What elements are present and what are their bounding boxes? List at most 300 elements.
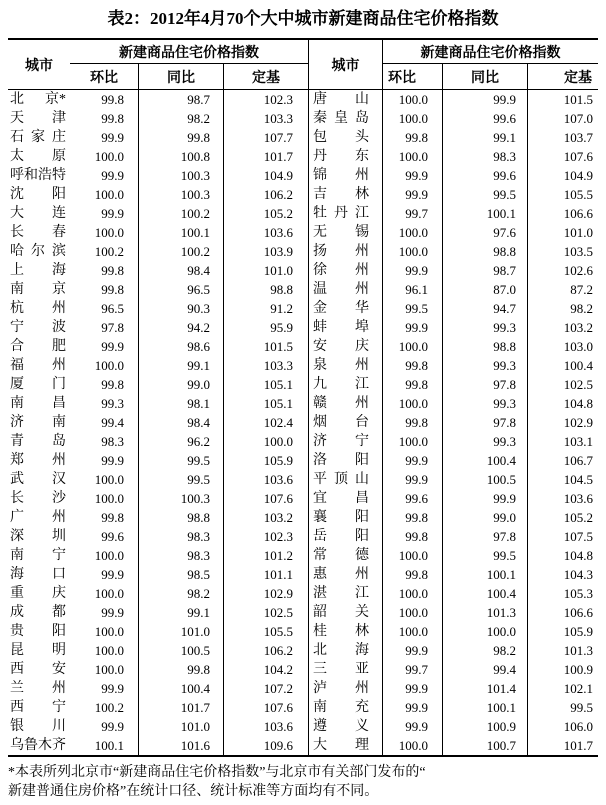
yoy-value: 94.7	[442, 299, 527, 318]
mom-value: 96.1	[405, 282, 428, 297]
city-char: 泸	[313, 681, 327, 696]
table-row	[8, 660, 598, 679]
city-char: 太	[10, 149, 24, 164]
city-char: 阳	[355, 529, 369, 544]
yoy-value: 100.9	[442, 717, 527, 736]
mom-value: 99.9	[101, 130, 124, 145]
city-char: 岛	[355, 111, 369, 126]
mom-value: 99.9	[101, 339, 124, 354]
city-char: 宜	[313, 491, 327, 506]
mom-value: 100.0	[94, 472, 124, 487]
base-value: 101.7	[223, 147, 308, 166]
city-char: 春	[52, 225, 66, 240]
yoy-value: 98.6	[138, 337, 223, 356]
city-cell	[8, 261, 70, 280]
city-char: 厦	[10, 377, 24, 392]
header-city-right: 城市	[308, 40, 383, 89]
city-cell	[308, 584, 383, 603]
city-cell	[308, 337, 383, 356]
city-name	[313, 489, 369, 508]
base-value: 102.9	[223, 584, 308, 603]
city-cell	[308, 622, 383, 641]
city-name	[10, 280, 66, 299]
city-cell	[8, 90, 70, 109]
table-row	[8, 242, 598, 261]
table-row	[8, 280, 598, 299]
city-name	[313, 318, 369, 337]
yoy-value: 97.8	[442, 527, 527, 546]
city-cell	[308, 508, 383, 527]
city-cell	[308, 679, 383, 698]
base-value: 107.0	[527, 109, 598, 128]
mom-value: 99.7	[405, 206, 428, 221]
city-name	[10, 261, 66, 280]
mom-value: 100.0	[94, 643, 124, 658]
city-name	[10, 147, 66, 166]
yoy-value: 100.1	[442, 565, 527, 584]
yoy-value: 101.3	[442, 603, 527, 622]
city-char: 杭	[10, 301, 24, 316]
yoy-value: 100.4	[442, 584, 527, 603]
mom-value: 99.8	[405, 567, 428, 582]
city-name	[313, 660, 369, 679]
city-cell	[8, 698, 70, 717]
table-row	[8, 698, 598, 717]
city-char: 湛	[313, 586, 327, 601]
table-row	[8, 736, 598, 755]
base-value: 105.9	[527, 622, 598, 641]
city-char: 家	[31, 130, 45, 145]
mom-value: 99.9	[101, 681, 124, 696]
mom-value: 100.0	[398, 434, 428, 449]
base-value: 109.6	[223, 736, 308, 755]
city-cell	[8, 413, 70, 432]
base-value: 105.5	[527, 185, 598, 204]
city-char: 韶	[313, 605, 327, 620]
mom-value: 99.8	[405, 130, 428, 145]
city-name	[10, 90, 66, 109]
city-char: 烟	[313, 415, 327, 430]
city-char: 三	[313, 662, 327, 677]
city-cell	[8, 185, 70, 204]
city-cell	[8, 204, 70, 223]
city-cell	[8, 166, 70, 185]
mom-value: 100.0	[398, 225, 428, 240]
table-row	[8, 375, 598, 394]
city-name	[313, 223, 369, 242]
yoy-value: 101.6	[138, 736, 223, 755]
table-row	[8, 641, 598, 660]
yoy-value: 99.1	[442, 128, 527, 147]
mom-value: 100.2	[94, 700, 124, 715]
yoy-value: 100.3	[138, 185, 223, 204]
yoy-value: 99.3	[442, 356, 527, 375]
city-char: 成	[10, 605, 24, 620]
header-index-group-left: 新建商品住宅价格指数	[70, 40, 308, 64]
mom-value: 99.8	[101, 263, 124, 278]
yoy-value: 98.8	[442, 337, 527, 356]
city-cell	[308, 527, 383, 546]
city-char: 武	[10, 472, 24, 487]
yoy-value: 96.5	[138, 280, 223, 299]
city-char: 齐	[52, 738, 66, 753]
city-cell	[8, 546, 70, 565]
city-cell	[308, 299, 383, 318]
city-name	[313, 679, 369, 698]
city-name	[10, 318, 66, 337]
city-cell	[308, 660, 383, 679]
city-cell	[308, 470, 383, 489]
city-cell	[308, 261, 383, 280]
yoy-value: 101.0	[138, 622, 223, 641]
city-name	[10, 432, 66, 451]
base-value: 106.2	[223, 185, 308, 204]
city-name	[10, 185, 66, 204]
city-char: 宁	[355, 434, 369, 449]
city-name	[10, 204, 66, 223]
city-char: 明	[52, 643, 66, 658]
mom-value: 97.8	[101, 320, 124, 335]
city-cell	[8, 242, 70, 261]
city-char: 长	[10, 225, 24, 240]
yoy-value: 97.8	[442, 413, 527, 432]
city-name	[10, 603, 66, 622]
city-char: 襄	[313, 510, 327, 525]
city-char: 津	[52, 111, 66, 126]
page-title: 表2：2012年4月70个大中城市新建商品住宅价格指数	[107, 9, 499, 28]
city-char: 庆	[52, 586, 66, 601]
city-cell	[308, 413, 383, 432]
city-char: 州	[52, 358, 66, 373]
yoy-value: 99.6	[442, 166, 527, 185]
mom-value: 100.1	[94, 738, 124, 753]
city-char: 大	[10, 206, 24, 221]
city-char: 圳	[52, 529, 66, 544]
base-value: 106.0	[527, 717, 598, 736]
table-row	[8, 204, 598, 223]
city-char: 北	[10, 92, 24, 107]
base-value: 105.1	[223, 375, 308, 394]
city-name	[10, 546, 66, 565]
yoy-value: 99.5	[138, 470, 223, 489]
city-name	[10, 109, 66, 128]
mom-value: 100.0	[398, 624, 428, 639]
city-char: 广	[10, 510, 24, 525]
city-name	[10, 337, 66, 356]
city-char: 九	[313, 377, 327, 392]
base-value: 107.6	[527, 147, 598, 166]
city-cell	[8, 375, 70, 394]
city-name	[313, 185, 369, 204]
mom-value: 100.0	[398, 244, 428, 259]
base-value: 107.2	[223, 679, 308, 698]
mom-value: 100.0	[398, 339, 428, 354]
yoy-value: 99.1	[138, 603, 223, 622]
city-cell	[8, 527, 70, 546]
yoy-value: 100.2	[138, 204, 223, 223]
city-name	[10, 242, 66, 261]
city-char: 银	[10, 719, 24, 734]
city-cell	[8, 337, 70, 356]
city-cell	[308, 223, 383, 242]
city-cell	[308, 356, 383, 375]
city-char: 包	[313, 130, 327, 145]
base-value: 107.5	[527, 527, 598, 546]
city-char: 门	[52, 377, 66, 392]
base-value: 105.9	[223, 451, 308, 470]
base-value: 105.1	[223, 394, 308, 413]
city-char: 海	[52, 263, 66, 278]
mom-value: 100.0	[94, 187, 124, 202]
mom-value: 99.9	[405, 472, 428, 487]
city-char: 州	[355, 681, 369, 696]
mom-value: 100.0	[94, 548, 124, 563]
yoy-value: 100.1	[138, 223, 223, 242]
city-cell	[8, 489, 70, 508]
header-base-right: 定基	[527, 64, 598, 89]
table-row	[8, 622, 598, 641]
base-value: 106.6	[527, 603, 598, 622]
city-char: 江	[355, 206, 369, 221]
city-cell	[8, 432, 70, 451]
yoy-value: 99.8	[138, 660, 223, 679]
city-char: 唐	[313, 92, 327, 107]
base-value: 102.5	[527, 375, 598, 394]
city-char: 惠	[313, 567, 327, 582]
city-char: 理	[355, 738, 369, 753]
city-name	[10, 698, 66, 717]
city-char: 林	[355, 624, 369, 639]
base-value: 100.4	[527, 356, 598, 375]
city-char: 安	[313, 339, 327, 354]
city-char: 桂	[313, 624, 327, 639]
city-char: 郑	[10, 453, 24, 468]
city-char: 重	[10, 586, 24, 601]
yoy-value: 98.2	[138, 109, 223, 128]
yoy-value: 98.7	[442, 261, 527, 280]
city-char: 西	[10, 700, 24, 715]
city-name	[10, 394, 66, 413]
table-row	[8, 527, 598, 546]
city-char: 合	[10, 339, 24, 354]
city-cell	[308, 641, 383, 660]
city-char: 京*	[45, 92, 66, 107]
yoy-value: 99.3	[442, 318, 527, 337]
city-char: 南	[10, 396, 24, 411]
city-char: 南	[52, 415, 66, 430]
city-char: 州	[52, 301, 66, 316]
city-name	[10, 565, 66, 584]
yoy-value: 97.8	[442, 375, 527, 394]
city-char: 沈	[10, 187, 24, 202]
city-char: 济	[10, 415, 24, 430]
base-value: 103.3	[223, 109, 308, 128]
mom-value: 99.8	[405, 510, 428, 525]
city-name	[313, 356, 369, 375]
city-name	[313, 242, 369, 261]
mom-value: 96.5	[101, 301, 124, 316]
city-char: 岳	[313, 529, 327, 544]
city-char: 特	[52, 168, 66, 183]
city-cell	[308, 736, 383, 755]
yoy-value: 100.4	[442, 451, 527, 470]
city-char: 扬	[313, 244, 327, 259]
city-char: 平	[313, 472, 327, 487]
city-char: 顶	[334, 472, 348, 487]
yoy-value: 98.7	[138, 90, 223, 109]
table-row	[8, 413, 598, 432]
city-char: 州	[355, 567, 369, 582]
city-cell	[308, 565, 383, 584]
city-char: 锦	[313, 168, 327, 183]
city-name	[10, 413, 66, 432]
yoy-value: 99.6	[442, 109, 527, 128]
city-cell	[308, 546, 383, 565]
base-value: 101.7	[527, 736, 598, 755]
header-yoy-left: 同比	[138, 64, 223, 89]
base-value: 102.1	[527, 679, 598, 698]
base-value: 101.2	[223, 546, 308, 565]
city-char: 南	[10, 548, 24, 563]
city-name	[313, 204, 369, 223]
base-value: 105.2	[223, 204, 308, 223]
mom-value: 99.8	[405, 358, 428, 373]
city-char: 阳	[355, 453, 369, 468]
city-char: 呼	[10, 168, 24, 183]
base-value: 95.9	[223, 318, 308, 337]
header-base-left: 定基	[223, 64, 308, 89]
city-cell	[308, 394, 383, 413]
city-char: 蚌	[313, 320, 327, 335]
city-char: 哈	[10, 244, 24, 259]
city-char: 牡	[313, 206, 327, 221]
city-cell	[8, 128, 70, 147]
table-row	[8, 223, 598, 242]
city-name	[313, 280, 369, 299]
city-char: 东	[355, 149, 369, 164]
yoy-value: 100.3	[138, 489, 223, 508]
city-char: 宁	[10, 320, 24, 335]
mom-value: 100.2	[94, 244, 124, 259]
city-name	[313, 641, 369, 660]
city-cell	[308, 204, 383, 223]
base-value: 91.2	[223, 299, 308, 318]
yoy-value: 100.8	[138, 147, 223, 166]
city-char: 兰	[10, 681, 24, 696]
base-value: 107.6	[223, 698, 308, 717]
city-cell	[8, 223, 70, 242]
yoy-value: 100.1	[442, 204, 527, 223]
yoy-value: 101.4	[442, 679, 527, 698]
table-body	[8, 90, 598, 755]
table-row	[8, 185, 598, 204]
mom-value: 100.0	[398, 111, 428, 126]
mom-value: 99.8	[101, 510, 124, 525]
table-row	[8, 109, 598, 128]
base-value: 104.9	[527, 166, 598, 185]
yoy-value: 99.5	[442, 185, 527, 204]
city-cell	[8, 641, 70, 660]
mom-value: 99.9	[101, 719, 124, 734]
city-name	[10, 717, 66, 736]
city-char: 阳	[52, 187, 66, 202]
city-char: 州	[355, 168, 369, 183]
city-char: 头	[355, 130, 369, 145]
table-row	[8, 147, 598, 166]
city-name	[313, 470, 369, 489]
base-value: 107.6	[223, 489, 308, 508]
city-cell	[308, 603, 383, 622]
mom-value: 99.9	[405, 700, 428, 715]
city-cell	[308, 242, 383, 261]
city-char: 深	[10, 529, 24, 544]
city-name	[313, 603, 369, 622]
yoy-value: 98.2	[138, 584, 223, 603]
yoy-value: 98.8	[442, 242, 527, 261]
table-row	[8, 584, 598, 603]
table-row	[8, 299, 598, 318]
city-char: 州	[355, 282, 369, 297]
city-cell	[308, 185, 383, 204]
mom-value: 99.8	[101, 377, 124, 392]
header-index-group-right: 新建商品住宅价格指数	[383, 40, 598, 64]
table-row	[8, 451, 598, 470]
base-value: 98.8	[223, 280, 308, 299]
city-cell	[308, 451, 383, 470]
mom-value: 99.8	[405, 415, 428, 430]
base-value: 105.3	[527, 584, 598, 603]
city-char: 秦	[313, 111, 327, 126]
city-char: 温	[313, 282, 327, 297]
city-char: 昆	[10, 643, 24, 658]
city-cell	[308, 375, 383, 394]
city-name	[10, 356, 66, 375]
city-name	[313, 128, 369, 147]
yoy-value: 98.1	[138, 394, 223, 413]
mom-value: 99.9	[405, 263, 428, 278]
mom-value: 100.0	[94, 586, 124, 601]
base-value: 105.2	[527, 508, 598, 527]
city-char: 天	[10, 111, 24, 126]
city-char: 尔	[31, 244, 45, 259]
yoy-value: 99.1	[138, 356, 223, 375]
city-cell	[8, 717, 70, 736]
base-value: 101.0	[527, 223, 598, 242]
city-char: 上	[10, 263, 24, 278]
city-char: 皇	[334, 111, 348, 126]
yoy-value: 99.3	[442, 432, 527, 451]
footnote	[8, 763, 598, 801]
city-cell	[308, 280, 383, 299]
city-name	[10, 451, 66, 470]
yoy-value: 99.8	[138, 128, 223, 147]
city-char: 昌	[52, 396, 66, 411]
city-cell	[8, 451, 70, 470]
city-char: 丹	[334, 206, 348, 221]
base-value: 101.1	[223, 565, 308, 584]
city-name	[313, 717, 369, 736]
mom-value: 99.3	[101, 396, 124, 411]
yoy-value: 99.0	[442, 508, 527, 527]
city-char: 西	[10, 662, 24, 677]
city-char: 州	[52, 681, 66, 696]
city-char: 金	[313, 301, 327, 316]
city-char: 州	[355, 244, 369, 259]
city-char: 德	[355, 548, 369, 563]
yoy-value: 100.0	[442, 622, 527, 641]
mom-value: 100.0	[398, 586, 428, 601]
city-cell	[308, 147, 383, 166]
